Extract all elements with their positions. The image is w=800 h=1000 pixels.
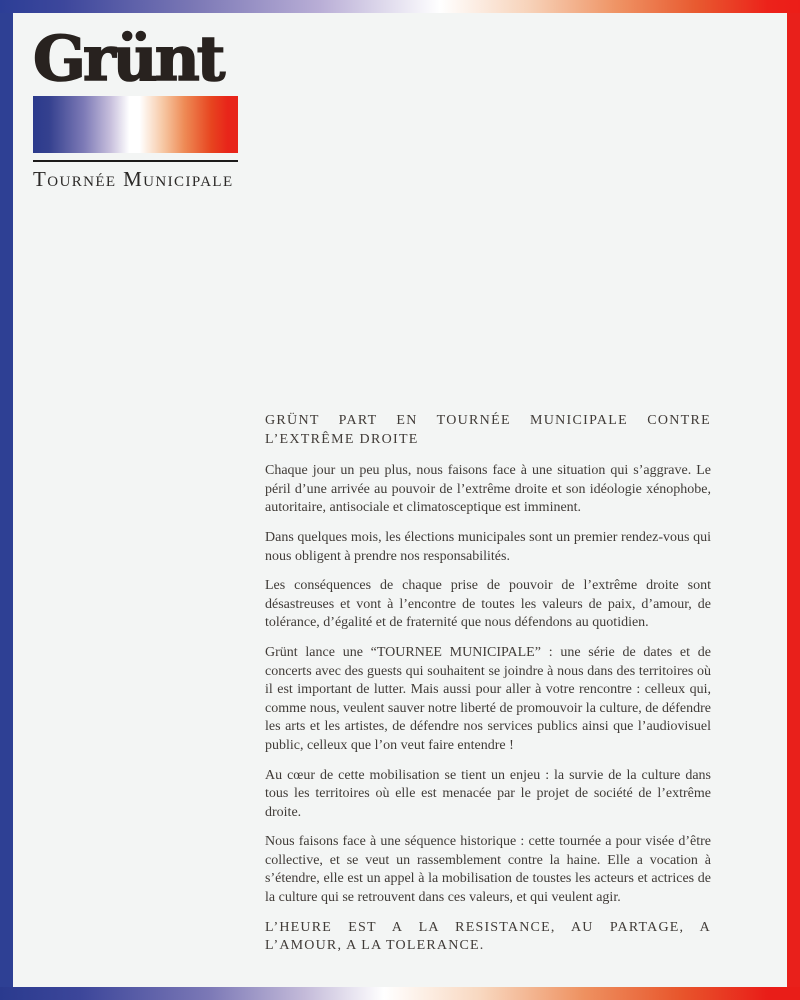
frame-top-gradient (0, 0, 800, 13)
letter-closing-line: L’HEURE EST A LA RESISTANCE, AU PARTAGE, A L’AMOUR, A LA TOLERANCE. (265, 919, 711, 954)
brand-wordmark: Grünt (33, 22, 223, 95)
logo-divider-rule (33, 160, 238, 162)
frame-bottom-gradient (0, 987, 800, 1000)
frame-right-red (787, 13, 800, 987)
letter-paragraph: Dans quelques mois, les élections municipales sont un premier rendez-vous qui nous obligent à prendre nos responsabilités. (265, 529, 711, 564)
letter-paragraph: Grünt lance une “TOURNEE MUNICIPALE” : une série de dates et de concerts avec des guests qui souhaitent se joindre à nous dans des territoires où il est important de lutter. Mais aussi pour aller à votre rencontre : celleux qui, comme nous, veulent sauver notre liberté de promouvoir la culture, de défendre les arts et les artistes, de défendre nos services publics ainsi que l’audiovisuel public, celleux que l’on veut faire entendre ! (265, 644, 711, 753)
letter-paragraph: Nous faisons face à une séquence historique : cette tournée a pour visée d’être collective, et se veut un rassemblement contre la haine. Elle a vocation à s’étendre, elle est un appel à la mobilisation de toustes les acteurs et actrices de la culture qui se retrouvent dans ces valeurs, et qui veulent agir. (265, 834, 711, 906)
letter-body (265, 412, 711, 956)
letter-paragraph: Au cœur de cette mobilisation se tient un enjeu : la survie de la culture dans tous les territoires où elle est menacée par le projet de société de l’extrême droite. (265, 767, 711, 820)
letter-paragraph: Les conséquences de chaque prise de pouvoir de l’extrême droite sont désastreuses et vont à l’encontre de toutes les valeurs de paix, d’amour, de tolérance, d’égalité et de fraternité que nous défendons au quotidien. (265, 578, 711, 631)
brand-logo (33, 22, 238, 192)
letter-heading: GRÜNT PART EN TOURNÉE MUNICIPALE CONTRE L’EXTRÊME DROITE (265, 413, 711, 447)
tricolor-flag-bar (33, 96, 238, 153)
letter-paragraph: Chaque jour un peu plus, nous faisons face à une situation qui s’aggrave. Le péril d’une arrivée au pouvoir de l’extrême droite et son idéologie xénophobe, autoritaire, antisociale et climatosceptique est imminent. (265, 463, 711, 516)
frame-left-blue (0, 13, 13, 987)
brand-tagline: Tournée Municipale (33, 167, 234, 191)
